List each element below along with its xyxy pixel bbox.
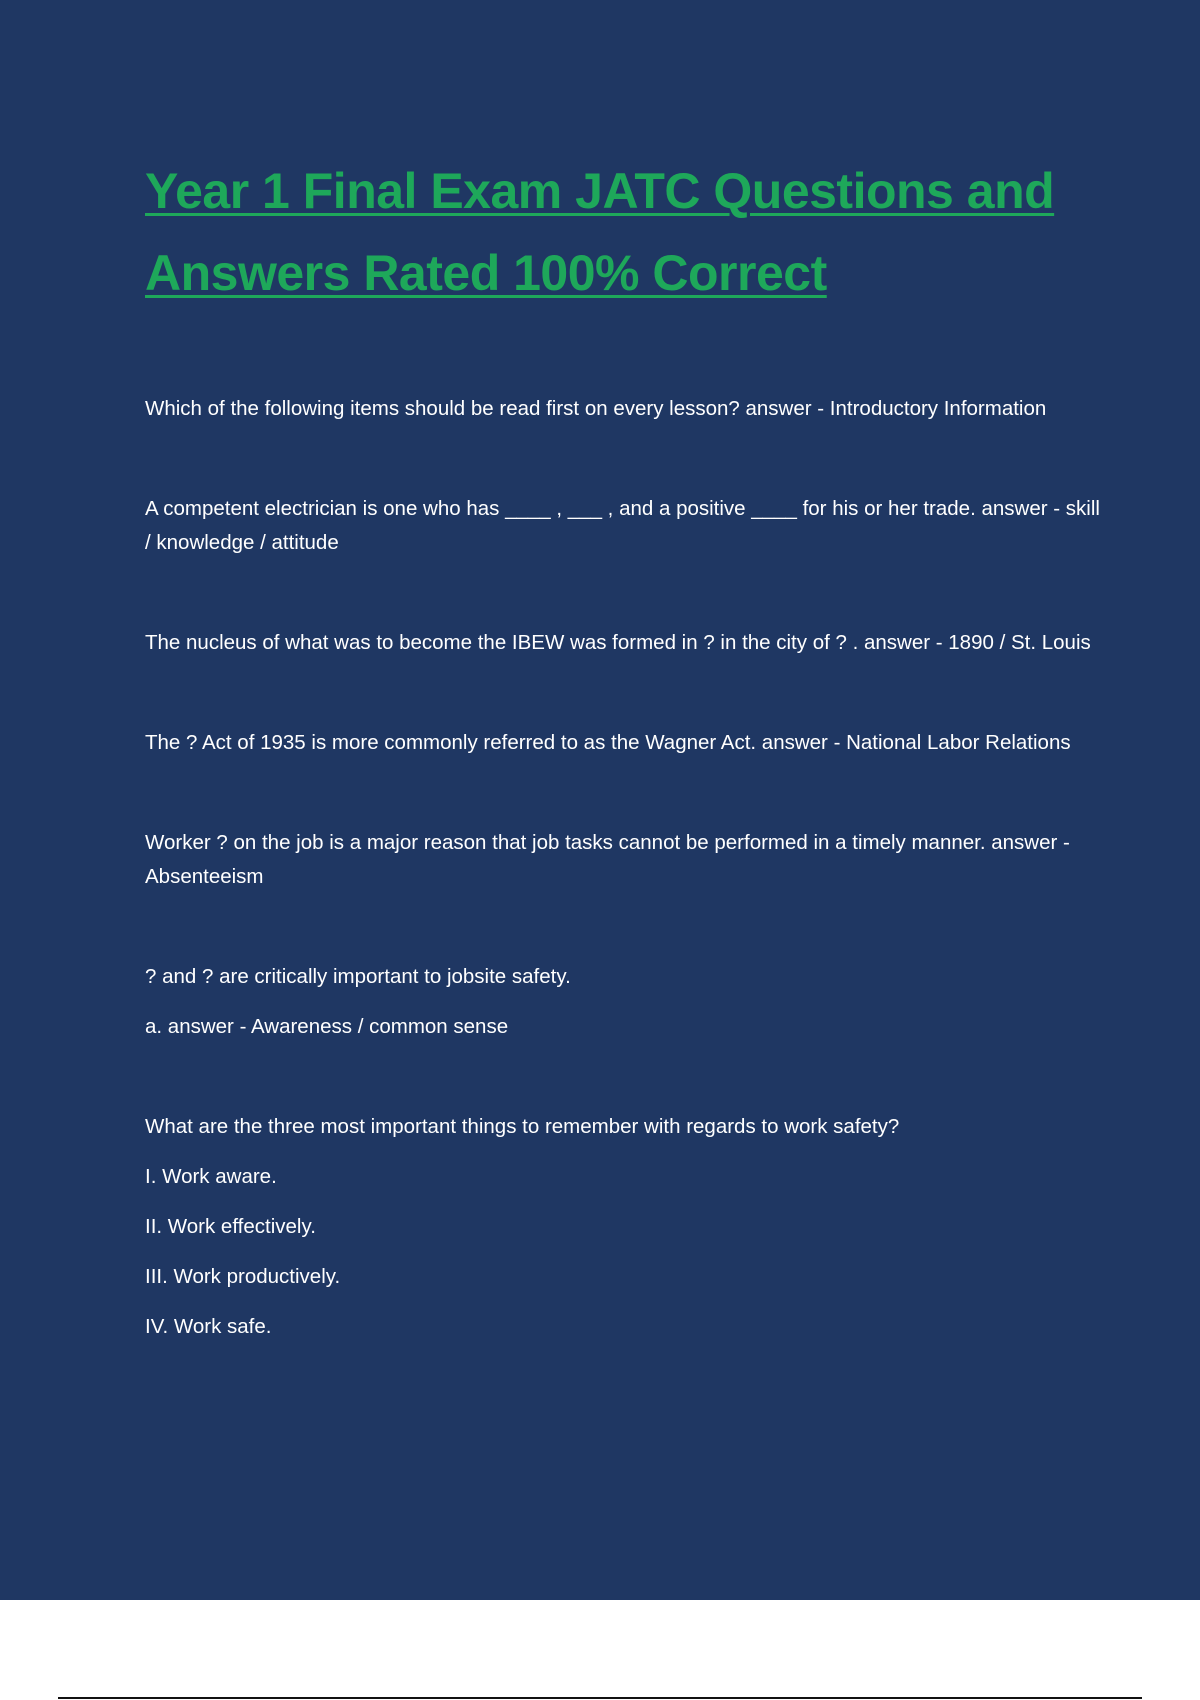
question-text: ? and ? are critically important to jobsite safety.: [145, 965, 571, 988]
document-title: [145, 150, 1105, 314]
question-item: [145, 626, 1105, 660]
question-text: The ? Act of 1935 is more commonly referred to as the Wagner Act. answer - National Labor Relations: [145, 731, 1071, 754]
document-content: [145, 150, 1105, 1410]
question-text: What are the three most important things to remember with regards to work safety?: [145, 1115, 900, 1138]
question-list: [145, 392, 1105, 1344]
question-text: The nucleus of what was to become the IBEW was formed in ? in the city of ? . answer - 1890 / St. Louis: [145, 631, 1091, 654]
question-text: Which of the following items should be read first on every lesson? answer - Introductory Information: [145, 397, 1047, 420]
footer-divider: [58, 1697, 1142, 1699]
question-item: [145, 826, 1105, 894]
list-item: II. Work effectively.: [145, 1215, 316, 1238]
question-item: [145, 392, 1105, 426]
list-item: IV. Work safe.: [145, 1315, 272, 1338]
title-line-1: Year 1 Final Exam JATC Questions and: [145, 163, 1055, 219]
list-item: III. Work productively.: [145, 1265, 341, 1288]
question-text: A competent electrician is one who has ____ , ___ , and a positive ____ for his or her trade. answer - skill / knowledge / attitude: [145, 497, 1100, 554]
list-item: I. Work aware.: [145, 1165, 277, 1188]
question-item: [145, 960, 1105, 1044]
title-line-2: Answers Rated 100% Correct: [145, 245, 827, 301]
answer-option: a. answer - Awareness / common sense: [145, 1015, 509, 1038]
question-item: [145, 726, 1105, 760]
question-text: Worker ? on the job is a major reason that job tasks cannot be performed in a timely manner. answer - Absenteeism: [145, 831, 1070, 888]
question-item: [145, 1110, 1105, 1344]
question-item: [145, 492, 1105, 560]
